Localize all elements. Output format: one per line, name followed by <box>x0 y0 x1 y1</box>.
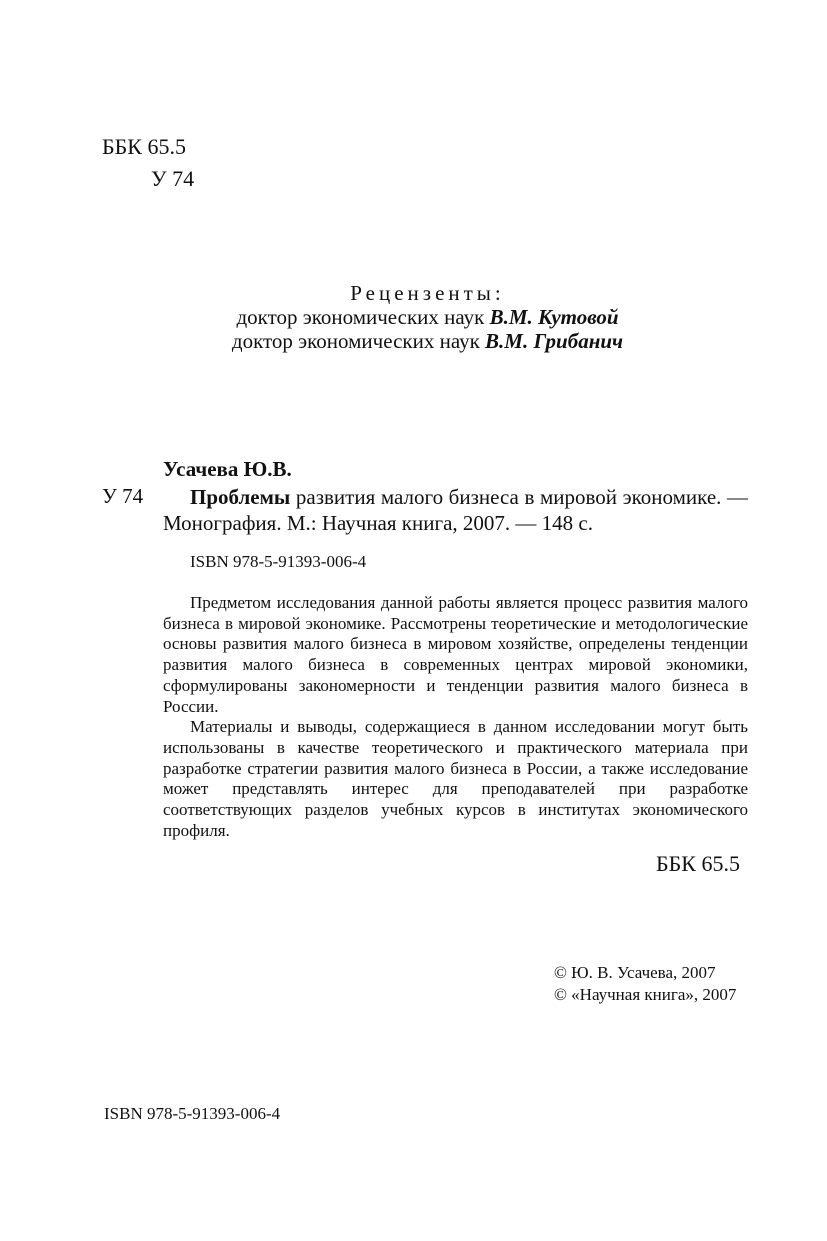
reviewer-degree: доктор экономических наук <box>231 329 480 353</box>
reviewer-degree: доктор экономических наук <box>236 305 485 329</box>
abstract-paragraph: Материалы и выводы, содержащиеся в данном исследовании могут быть использованы в качестве теоретического и практического материала при разработке стратегии развития малого бизнеса в России, а также исследование может представлять интерес для преподавателей при разработке соответствующих разделов учебных курсов в институтах экономического профиля. <box>163 717 748 840</box>
copyright-line: © «Научная книга», 2007 <box>554 985 737 1004</box>
copyright-line: © Ю. В. Усачева, 2007 <box>554 963 716 982</box>
abstract <box>163 593 748 841</box>
header-bbk-code: ББК 65.5 <box>102 134 186 159</box>
entry-isbn: ISBN 978-5-91393-006-4 <box>190 552 367 571</box>
copyright-block <box>554 962 736 1006</box>
bibliographic-citation <box>163 484 748 536</box>
book-title-rest: развития малого бизнеса в мировой экономике. — Монография. М.: Научная книга, 2007. — 148 с. <box>163 485 748 535</box>
reviewer-line <box>150 329 705 353</box>
book-title-bold: Проблемы <box>190 485 291 509</box>
footer-bbk-code: ББК 65.5 <box>656 851 740 876</box>
reviewers-block <box>150 281 705 353</box>
author-name: Усачева Ю.В. <box>163 457 292 481</box>
reviewers-heading: Рецензенты: <box>350 281 505 305</box>
reviewer-name: В.М. Кутовой <box>489 305 619 329</box>
abstract-paragraph: Предметом исследования данной работы является процесс развития малого бизнеса в мировой экономике. Рассмотрены теоретические и методологические основы развития малого бизнеса в мировом хозяйстве, определены тенденции развития малого бизнеса в современных центрах мировой экономики, сформулированы закономерности и тенденции развития малого бизнеса в России. <box>163 593 748 716</box>
reviewer-name: В.М. Грибанич <box>485 329 624 353</box>
reviewer-line <box>150 305 705 329</box>
footer-isbn: ISBN 978-5-91393-006-4 <box>104 1104 281 1123</box>
entry-udk-code: У 74 <box>102 484 144 508</box>
header-udk-code: У 74 <box>151 166 195 191</box>
